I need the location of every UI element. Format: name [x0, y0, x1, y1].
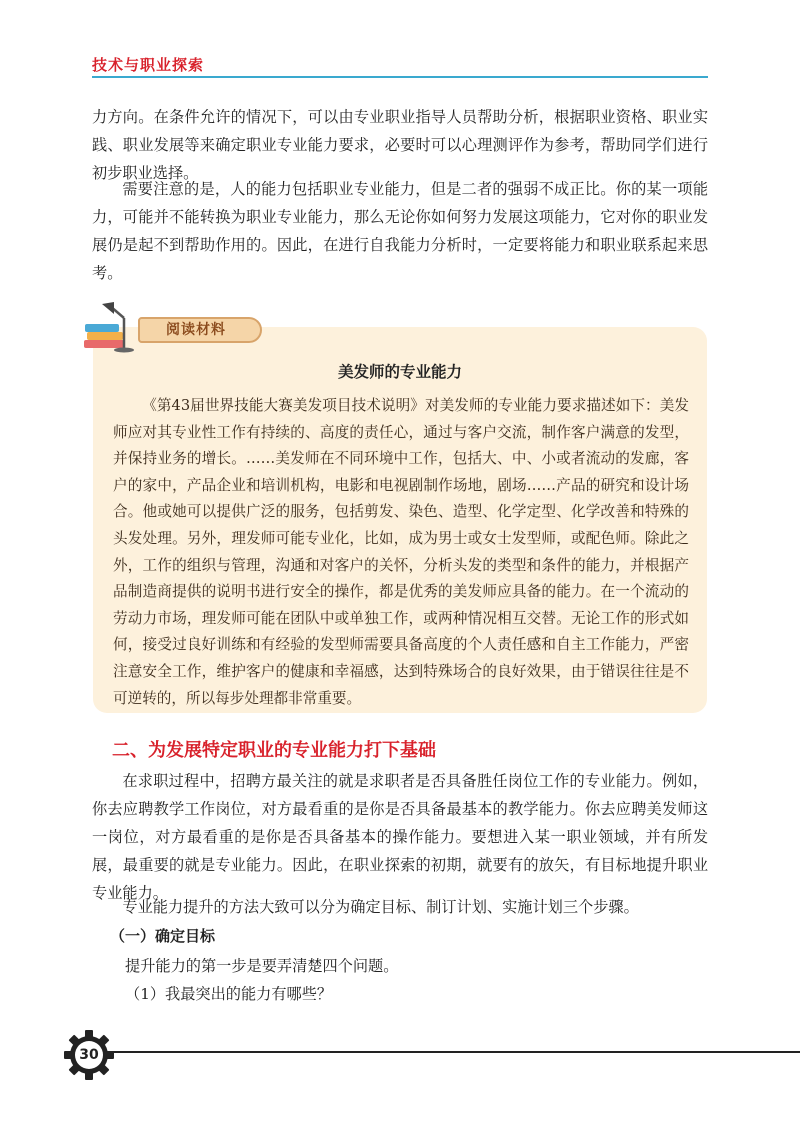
reading-title: 美发师的专业能力	[337, 363, 462, 381]
section-heading: 二、为发展特定职业的专业能力打下基础	[112, 740, 436, 761]
reading-body: 《第43届世界技能大赛美发项目技术说明》对美发师的专业能力要求描述如下：美发师应对其专业性工作有持续的、高度的责任心，通过与客户交流，制作客户满意的发型，并保持业务的增长。……美发师在不同环境中工作，包括大、中、小或者流动的发廊，客户的家中，产品企业和培训机构，电影和电视剧制作场地，剧场……产品的研究和设计场合。他或她可以提供广泛的服务，包括剪发、染色、造型、化学定型、化学改善和特殊的头发处理。另外，理发师可能专业化，比如，成为男士或女士发型师，或配色师。除此之外，工作的组织与管理，沟通和对客户的关怀，分析头发的类型和条件的能力，并根据产品制造商提供的说明书进行安全的操作，都是优秀的美发师应具备的能力。在一个流动的劳动力市场，理发师可能在团队中或单独工作，或两种情况相互交替。无论工作的形式如何，接受过良好训练和有经验的发型师需要具备高度的个人责任感和自主工作能力，严密注意安全工作，维护客户的健康和幸福感，达到特殊场合的良好效果，由于错误往往是不可逆转的，所以每步处理都非常重要。	[113, 397, 689, 707]
body-line-1: 提升能力的第一步是要弄清楚四个问题。	[125, 957, 399, 975]
section-paragraph-2: 专业能力提升的方法大致可以分为确定目标、制订计划、实施计划三个步骤。	[122, 898, 639, 916]
header-rule	[92, 76, 708, 78]
reading-material-label: 阅读材料	[166, 322, 226, 338]
sub-heading: （一）确定目标	[110, 927, 216, 945]
intro-paragraph-1: 力方向。在条件允许的情况下，可以由专业职业指导人员帮助分析，根据职业资格、职业实践、职业发展等来确定职业专业能力要求，必要时可以心理测评作为参考，帮助同学们进行初步职业选择。	[92, 108, 708, 182]
section-paragraph-1: 在求职过程中，招聘方最关注的就是求职者是否具备胜任岗位工作的专业能力。例如，你去应聘教学工作岗位，对方最看重的是你是否具备最基本的教学能力。你去应聘美发师这一岗位，对方最看重的是你是否具备基本的操作能力。要想进入某一职业领域，并有所发展，最重要的就是专业能力。因此，在职业探索的初期，就要有的放矢，有目标地提升职业专业能力。	[92, 772, 708, 902]
intro-paragraph-2: 需要注意的是，人的能力包括职业专业能力，但是二者的强弱不成正比。你的某一项能力，可能并不能转换为职业专业能力，那么无论你如何努力发展这项能力，它对你的职业发展仍是起不到帮助作用的。因此，在进行自我能力分析时，一定要将能力和职业联系起来思考。	[92, 180, 708, 282]
running-header-title: 技术与职业探索	[92, 56, 205, 74]
body-line-2: （1）我最突出的能力有哪些？	[125, 985, 333, 1003]
books-lamp-icon	[80, 300, 142, 354]
footer-rule	[110, 1051, 800, 1053]
page-number: 30	[79, 1047, 99, 1063]
